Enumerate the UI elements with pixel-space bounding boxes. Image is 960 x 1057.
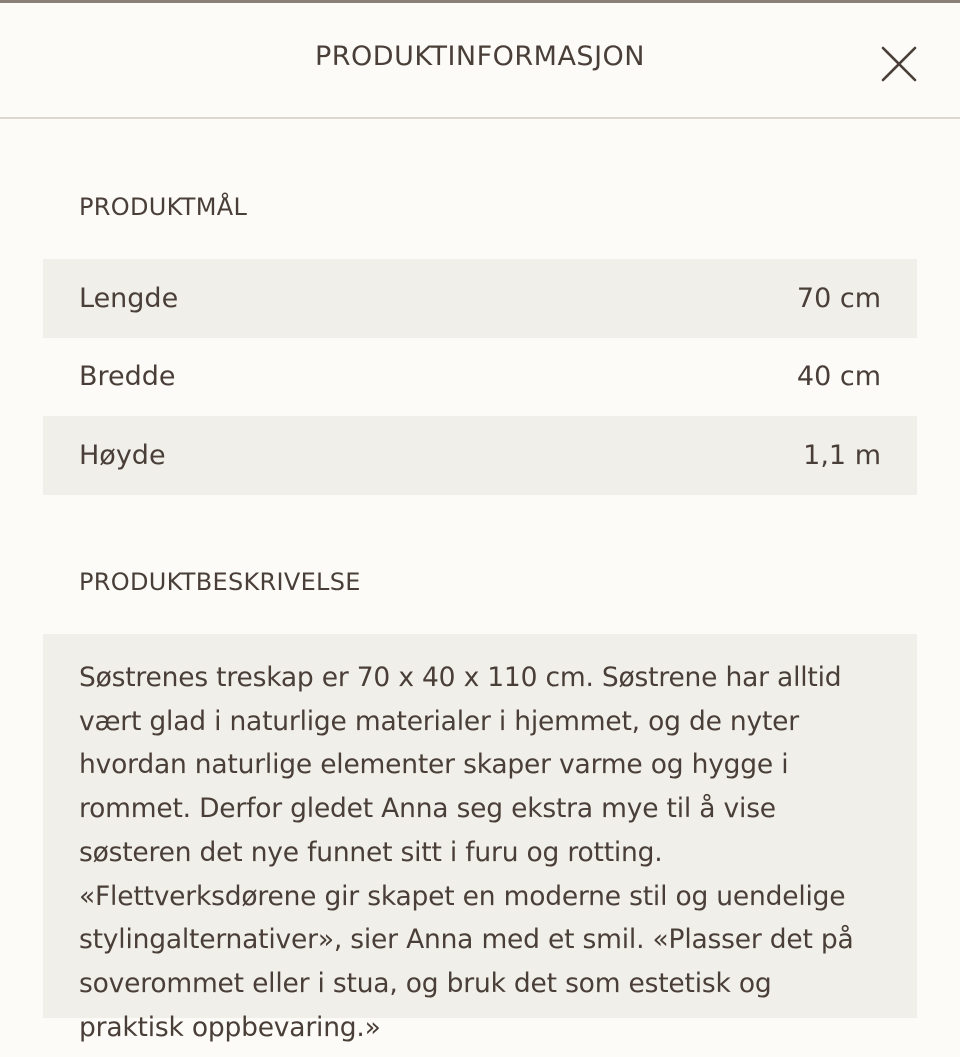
dimensions-heading: PRODUKTMÅL xyxy=(79,193,248,221)
dimension-value: 70 cm xyxy=(796,282,881,314)
dimensions-table xyxy=(43,259,917,495)
close-icon xyxy=(876,41,922,87)
close-button[interactable] xyxy=(876,41,922,87)
dimension-row-height xyxy=(43,416,917,495)
description-text: Søstrenes treskap er 70 x 40 x 110 cm. Søstrene har alltid vært glad i naturlige materialer i hjemmet, og de nyter hvordan naturlige elementer skaper varme og hygge i rommet. Derfor gledet Anna seg ekstra mye til å vise søsteren det nye funnet sitt i furu og rotting. «Flettverksdørene gir skapet en moderne stil og uendelige stylingalternativer», sier Anna med et smil. «Plasser det på soverommet eller i stua, og bruk det som estetisk og praktisk oppbevaring.» xyxy=(79,662,854,1043)
dimension-label: Høyde xyxy=(79,439,166,471)
modal-header xyxy=(0,3,960,119)
dimension-row-length xyxy=(43,259,917,338)
dimension-value: 40 cm xyxy=(796,361,881,393)
dimension-value: 1,1 m xyxy=(803,439,881,471)
description-box xyxy=(43,634,917,1043)
dimension-row-width xyxy=(43,338,917,417)
dimension-label: Lengde xyxy=(79,282,179,314)
modal-title: PRODUKTINFORMASJON xyxy=(315,41,645,72)
description-heading: PRODUKTBESKRIVELSE xyxy=(79,568,361,596)
dimension-label: Bredde xyxy=(79,361,176,393)
